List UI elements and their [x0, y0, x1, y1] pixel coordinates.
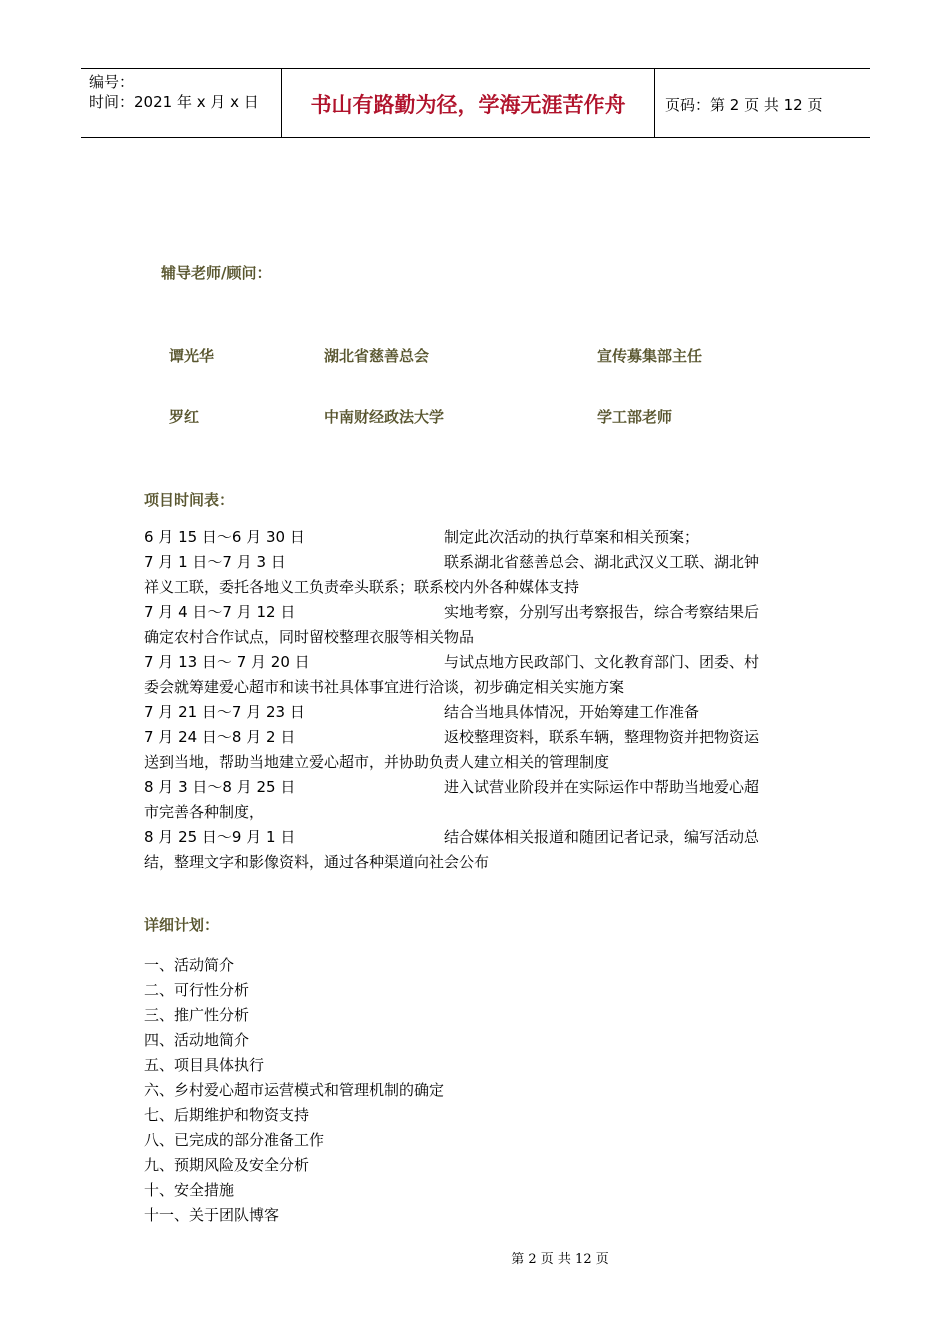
page-code: 页码：第 2 页 共 12 页	[665, 96, 823, 114]
schedule-desc-cont: 委会就筹建爱心超市和读书社具体事宜进行洽谈，初步确定相关实施方案	[144, 678, 625, 696]
header-motto-cell	[282, 69, 655, 137]
schedule-date: 8 月 3 日～8 月 25 日	[144, 778, 296, 796]
advisor-role: 宣传募集部主任	[597, 347, 703, 365]
serial-number-label: 编号：	[89, 73, 135, 91]
plan-item: 二、可行性分析	[144, 981, 250, 999]
header-meta-cell	[81, 69, 282, 137]
schedule-desc-cont: 确定农村合作试点，同时留校整理衣服等相关物品	[144, 628, 475, 646]
plan-item: 四、活动地简介	[144, 1031, 250, 1049]
schedule-date: 7 月 4 日～7 月 12 日	[144, 603, 296, 621]
schedule-date: 7 月 21 日～7 月 23 日	[144, 703, 305, 721]
plan-item: 五、项目具体执行	[144, 1056, 265, 1074]
plan-item: 九、预期风险及安全分析	[144, 1156, 310, 1174]
plan-item: 十一、关于团队博客	[144, 1206, 280, 1224]
schedule-desc-cont: 结，整理文字和影像资料，通过各种渠道向社会公布	[144, 853, 490, 871]
advisor-role: 学工部老师	[597, 408, 673, 426]
plan-heading: 详细计划：	[144, 916, 220, 934]
schedule-desc: 返校整理资料，联系车辆，整理物资并把物资运	[444, 728, 760, 746]
motto: 书山有路勤为径，学海无涯苦作舟	[310, 93, 626, 117]
schedule-date: 8 月 25 日～9 月 1 日	[144, 828, 296, 846]
plan-item: 七、后期维护和物资支持	[144, 1106, 310, 1124]
header-table	[81, 68, 870, 138]
advisor-org: 湖北省慈善总会	[324, 347, 430, 365]
schedule-desc: 实地考察，分别写出考察报告，综合考察结果后	[444, 603, 760, 621]
plan-item: 一、活动简介	[144, 956, 235, 974]
plan-item: 六、乡村爱心超市运营模式和管理机制的确定	[144, 1081, 445, 1099]
plan-item: 十、安全措施	[144, 1181, 235, 1199]
schedule-date: 7 月 1 日～7 月 3 日	[144, 553, 286, 571]
page-footer: 第 2 页 共 12 页	[511, 1252, 609, 1267]
schedule-desc-cont: 送到当地，帮助当地建立爱心超市，并协助负责人建立相关的管理制度	[144, 753, 610, 771]
schedule-desc: 结合当地具体情况，开始筹建工作准备	[444, 703, 700, 721]
schedule-desc: 与试点地方民政部门、文化教育部门、团委、村	[444, 653, 760, 671]
plan-item: 三、推广性分析	[144, 1006, 250, 1024]
header-page-cell	[655, 69, 870, 137]
advisors-heading: 辅导老师/顾问：	[161, 264, 272, 282]
schedule-desc: 结合媒体相关报道和随团记者记录，编写活动总	[444, 828, 760, 846]
schedule-desc: 联系湖北省慈善总会、湖北武汉义工联、湖北钟	[444, 553, 760, 571]
schedule-heading: 项目时间表：	[144, 491, 235, 509]
schedule-desc: 制定此次活动的执行草案和相关预案；	[444, 528, 700, 546]
plan-item: 八、已完成的部分准备工作	[144, 1131, 325, 1149]
advisor-org: 中南财经政法大学	[324, 408, 445, 426]
advisor-name: 罗红	[169, 408, 200, 426]
advisor-name: 谭光华	[169, 347, 215, 365]
schedule-desc-cont: 市完善各种制度，	[144, 803, 265, 821]
schedule-desc: 进入试营业阶段并在实际运作中帮助当地爱心超	[444, 778, 760, 796]
schedule-desc-cont: 祥义工联，委托各地义工负责牵头联系；联系校内外各种媒体支持	[144, 578, 580, 596]
schedule-date: 7 月 13 日～ 7 月 20 日	[144, 653, 310, 671]
schedule-date: 7 月 24 日～8 月 2 日	[144, 728, 296, 746]
date-label: 时间：2021 年 x 月 x 日	[89, 93, 259, 111]
schedule-date: 6 月 15 日～6 月 30 日	[144, 528, 305, 546]
